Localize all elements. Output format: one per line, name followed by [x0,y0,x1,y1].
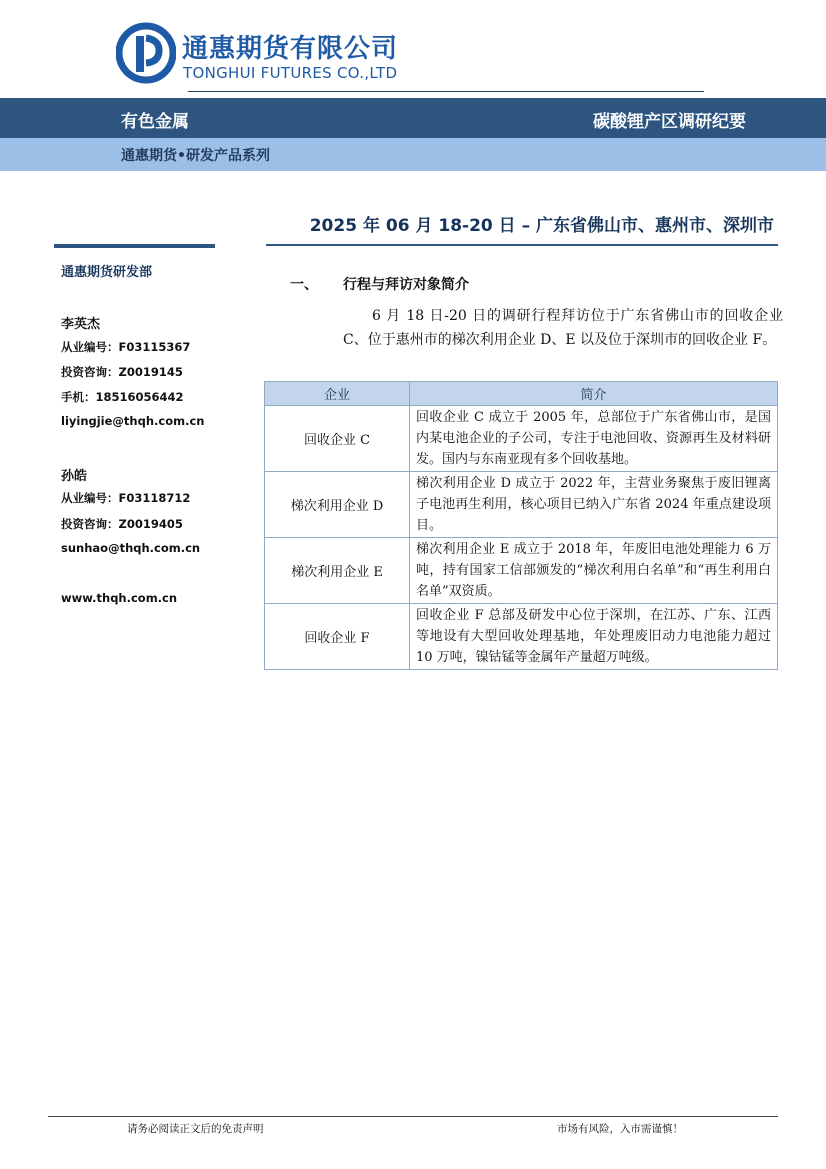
table-header-row [265,382,778,406]
department-name: 通惠期货研发部 [61,265,153,280]
website-link[interactable]: www.thqh.com.cn [61,591,178,605]
analyst-advisory: 投资咨询：Z0019145 [61,365,183,379]
report-title: 碳酸锂产区调研纪要 [593,112,746,132]
footer-divider [48,1116,778,1117]
table-row [265,406,778,472]
company-name-cell: 梯次利用企业 D [265,472,410,538]
sidebar-divider [54,244,215,248]
date-location-line: 2025 年 06 月 18-20 日 – 广东省佛山市、惠州市、深圳市 [309,216,774,236]
title-band [0,98,826,138]
company-logo-icon [116,22,176,84]
analyst-phone: 手机：18516056442 [61,390,184,404]
header-divider [188,91,704,92]
analyst-name: 李英杰 [61,317,101,332]
analyst-name: 孙皓 [61,469,88,484]
analyst-email[interactable]: sunhao@thqh.com.cn [61,541,201,555]
company-name-cell: 梯次利用企业 E [265,538,410,604]
sector-label: 有色金属 [121,112,189,132]
table-row [265,538,778,604]
company-desc-cell: 回收企业 F 总部及研发中心位于深圳，在江苏、广东、江西等地设有大型回收处理基地，年处理废旧动力电池能力超过 10 万吨，镍钴锰等金属年产量超万吨级。 [410,604,778,670]
series-label: 通惠期货•研发产品系列 [121,148,270,164]
table-header-intro: 简介 [410,382,778,406]
table-header-company: 企业 [265,382,410,406]
company-name-cell: 回收企业 C [265,406,410,472]
analyst-license: 从业编号：F03118712 [61,491,191,505]
risk-warning: 市场有风险，入市需谨慎！ [557,1123,683,1135]
section-title: 行程与拜访对象简介 [343,277,469,293]
company-desc-cell: 回收企业 C 成立于 2005 年，总部位于广东省佛山市，是国内某电池企业的子公司，专注于电池回收、资源再生及材料研发。国内与东南亚现有多个回收基地。 [410,406,778,472]
company-desc-cell: 梯次利用企业 E 成立于 2018 年，年废旧电池处理能力 6 万吨，持有国家工信部颁发的“梯次利用白名单”和“再生利用白名单”双资质。 [410,538,778,604]
date-divider [266,244,778,246]
company-name-cell: 回收企业 F [265,604,410,670]
company-desc-cell: 梯次利用企业 D 成立于 2022 年，主营业务聚焦于废旧锂离子电池再生利用，核心项目已纳入广东省 2024 年重点建设项目。 [410,472,778,538]
company-name-cn: 通惠期货有限公司 [182,34,399,64]
company-name-en: TONGHUI FUTURES CO.,LTD [183,64,398,82]
intro-paragraph: 6 月 18 日-20 日的调研行程拜访位于广东省佛山市的回收企业 C、位于惠州市的梯次利用企业 D、E 以及位于深圳市的回收企业 F。 [343,308,783,348]
disclaimer-note: 请务必阅读正文后的免责声明 [127,1123,264,1135]
table-row [265,604,778,670]
analyst-advisory: 投资咨询：Z0019405 [61,517,183,531]
section-number: 一、 [290,277,318,293]
series-band [0,138,826,171]
analyst-email[interactable]: liyingjie@thqh.com.cn [61,414,205,428]
table-row [265,472,778,538]
analyst-license: 从业编号：F03115367 [61,340,191,354]
company-table [264,381,778,670]
